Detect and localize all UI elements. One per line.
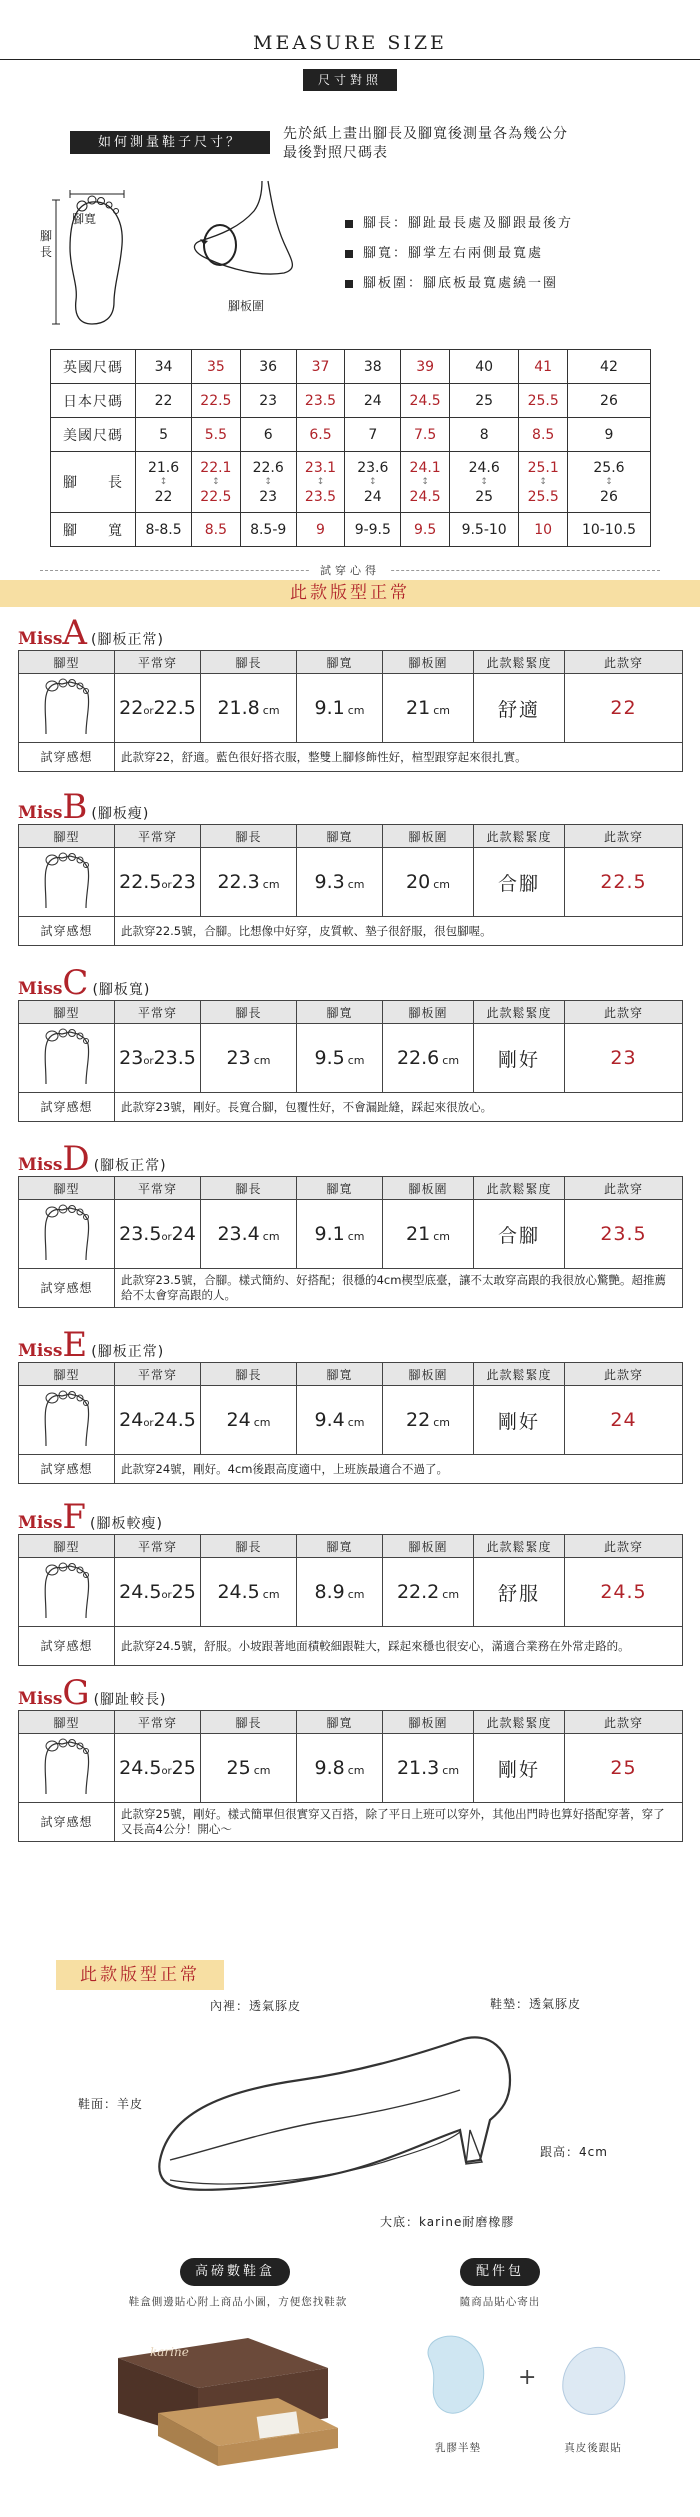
fit-cell: 剛好 [474, 1386, 565, 1455]
how-to-instruction [283, 125, 568, 163]
miss-word: Miss [18, 1155, 63, 1175]
size-cell: 9 [296, 513, 345, 547]
tester-header-cell: 腳型 [19, 1177, 115, 1200]
range-arrow-icon: ↕ [539, 476, 547, 487]
foot-length-cell: 24 cm [201, 1386, 297, 1455]
size-cell: 34 [136, 350, 192, 384]
size-cell: 40 [449, 350, 519, 384]
chosen-size-cell: 23 [565, 1024, 683, 1093]
foot-length-cell: 21.8 cm [201, 674, 297, 743]
length-max: 22.5 [200, 488, 232, 505]
foot-shape-cell [19, 1386, 115, 1455]
tester-table [18, 1362, 683, 1484]
usual-size-cell: 22.5or23 [115, 848, 201, 917]
tester-table [18, 1000, 683, 1122]
plus-sign: + [518, 2365, 537, 2390]
length-max: 25.5 [527, 488, 559, 505]
size-cell: 10 [519, 513, 568, 547]
fit-cell: 舒服 [474, 1558, 565, 1627]
range-arrow-icon: ↕ [212, 476, 220, 487]
tester-header-cell: 此款鬆緊度 [474, 1535, 565, 1558]
size-cell: 22 [136, 384, 192, 418]
tester-header-cell: 腳寬 [297, 651, 383, 674]
tester-heading [18, 613, 683, 653]
size-cell: 25.5 [519, 384, 568, 418]
length-min: 24.6 [468, 459, 500, 476]
size-cell: 35 [192, 350, 241, 384]
tester-header-cell: 腳長 [201, 1177, 297, 1200]
comment-label: 試穿感想 [19, 1269, 115, 1308]
tester-header-cell: 平常穿 [115, 1001, 201, 1024]
size-cell: 9.5 [401, 513, 450, 547]
size-cell: 7.5 [401, 418, 450, 452]
tester-foot-type: (腳板正常) [91, 1344, 165, 1360]
tester-header-cell: 平常穿 [115, 1363, 201, 1386]
foot-girth-icon [180, 175, 310, 285]
size-row [51, 350, 651, 384]
size-cell [345, 452, 401, 513]
tester-header-cell: 此款穿 [565, 651, 683, 674]
tester-header-cell: 腳型 [19, 1535, 115, 1558]
subtitle-badge: 尺寸對照 [303, 69, 397, 91]
tester-heading [18, 1673, 683, 1713]
usual-size-cell: 24.5or25 [115, 1558, 201, 1627]
fit-cell: 剛好 [474, 1734, 565, 1803]
foot-outline-icon [32, 676, 102, 736]
foot-width-cell: 9.1 cm [297, 1200, 383, 1269]
fit-cell: 剛好 [474, 1024, 565, 1093]
foot-girth-cell: 21.3 cm [383, 1734, 474, 1803]
size-row-label: 腳 寬 [51, 513, 136, 547]
tester-header-cell: 此款鬆緊度 [474, 1177, 565, 1200]
size-row-label: 腳 長 [51, 452, 136, 513]
foot-width-cell: 9.8 cm [297, 1734, 383, 1803]
sole-callout: 大底：karine耐磨橡膠 [380, 2215, 515, 2229]
chosen-size-cell: 22 [565, 674, 683, 743]
tester-header-cell: 平常穿 [115, 1711, 201, 1734]
tester-heading [18, 787, 683, 827]
tester-header-cell: 平常穿 [115, 651, 201, 674]
length-max: 25 [475, 488, 494, 505]
usual-size-cell: 23.5or24 [115, 1200, 201, 1269]
tester-comment: 此款穿22，舒適。藍色很好搭衣服，整雙上腳修飾性好，楦型跟穿起來很扎實。 [115, 743, 683, 772]
miss-word: Miss [18, 1689, 63, 1709]
length-max: 24 [363, 488, 382, 505]
size-cell: 8 [449, 418, 519, 452]
tester-letter: C [62, 963, 89, 1003]
usual-size-cell: 22or22.5 [115, 674, 201, 743]
fit-cell: 舒適 [474, 674, 565, 743]
length-min: 25.6 [593, 459, 625, 476]
heel-grip-label: 真皮後跟貼 [564, 2442, 622, 2454]
size-cell: 41 [519, 350, 568, 384]
foot-width-cell: 9.5 cm [297, 1024, 383, 1093]
tester-foot-type: (腳趾較長) [93, 1692, 167, 1708]
size-cell [401, 452, 450, 513]
length-max: 23.5 [304, 488, 337, 505]
trial-divider: 試穿心得 [0, 562, 700, 578]
length-min: 24.1 [409, 459, 441, 476]
tester-header-cell: 此款穿 [565, 1177, 683, 1200]
tester-header-cell: 腳板圍 [383, 1711, 474, 1734]
foot-shape-cell [19, 1024, 115, 1093]
range-arrow-icon: ↕ [421, 476, 429, 487]
foot-shape-cell [19, 1734, 115, 1803]
tester-header-cell: 腳長 [201, 825, 297, 848]
tester-comment: 此款穿22.5號，合腳。比想像中好穿，皮質軟、墊子很舒服，很包腳喔。 [115, 917, 683, 946]
tester-header-cell: 此款鬆緊度 [474, 1001, 565, 1024]
instruction-line-2: 最後對照尺碼表 [283, 145, 388, 161]
foot-side-illustration [180, 175, 310, 285]
size-cell: 6.5 [296, 418, 345, 452]
tester-header-cell: 腳板圍 [383, 1001, 474, 1024]
tester-header-cell: 腳寬 [297, 1177, 383, 1200]
foot-outline-icon [32, 1202, 102, 1262]
legend-item-width: 腳寬：腳掌左右兩側最寬處 [345, 242, 573, 272]
size-cell: 10-10.5 [567, 513, 650, 547]
size-cell [240, 452, 296, 513]
foot-width-label: 腳寬 [72, 212, 97, 226]
tester-table [18, 824, 683, 946]
instruction-line-1: 先於紙上畫出腳長及腳寬後測量各為幾公分 [283, 126, 568, 142]
tester-table [18, 1710, 683, 1842]
tester-letter: D [62, 1139, 90, 1179]
comment-label: 試穿感想 [19, 1093, 115, 1122]
tester-header-cell: 腳長 [201, 1363, 297, 1386]
tester-header-cell: 腳長 [201, 651, 297, 674]
size-row-label: 英國尺碼 [51, 350, 136, 384]
foot-girth-cell: 22 cm [383, 1386, 474, 1455]
tester-comment: 此款穿24號，剛好。4cm後跟高度適中，上班族最適合不過了。 [115, 1455, 683, 1484]
foot-outline-icon [32, 1560, 102, 1620]
tester-header-cell: 腳型 [19, 825, 115, 848]
range-arrow-icon: ↕ [605, 476, 613, 487]
tester-header-cell: 腳型 [19, 651, 115, 674]
usual-size-cell: 23or23.5 [115, 1024, 201, 1093]
size-cell: 42 [567, 350, 650, 384]
length-min: 25.1 [527, 459, 559, 476]
tester-header-cell: 此款穿 [565, 825, 683, 848]
size-row [51, 384, 651, 418]
page-title: MEASURE SIZE [253, 32, 447, 54]
size-cell: 8-8.5 [136, 513, 192, 547]
how-to-question: 如何測量鞋子尺寸？ [70, 131, 270, 154]
size-row-label: 美國尺碼 [51, 418, 136, 452]
chosen-size-cell: 23.5 [565, 1200, 683, 1269]
tester-header-cell: 腳長 [201, 1535, 297, 1558]
accessory-title: 配件包 [460, 2258, 540, 2286]
tester-letter: G [62, 1673, 90, 1713]
miss-word: Miss [18, 803, 63, 823]
tester-header-cell: 此款鬆緊度 [474, 1363, 565, 1386]
size-cell: 6 [240, 418, 296, 452]
length-max: 26 [600, 488, 618, 505]
tester-foot-type: (腳板寬) [92, 982, 151, 998]
box-title: 高磅數鞋盒 [180, 2258, 290, 2286]
length-min: 22.1 [200, 459, 232, 476]
tester-header-cell: 此款穿 [565, 1001, 683, 1024]
shoe-box-image [98, 2318, 348, 2468]
comment-label: 試穿感想 [19, 743, 115, 772]
size-cell: 8.5-9 [240, 513, 296, 547]
length-min: 22.6 [252, 459, 284, 476]
size-cell: 37 [296, 350, 345, 384]
size-row [51, 513, 651, 547]
tester-header-cell: 腳寬 [297, 1535, 383, 1558]
size-row [51, 452, 651, 513]
tester-header-cell: 腳板圍 [383, 1363, 474, 1386]
tester-table [18, 1534, 683, 1666]
tester-header-cell: 腳板圍 [383, 825, 474, 848]
foot-girth-cell: 21 cm [383, 674, 474, 743]
upper-callout: 鞋面：羊皮 [78, 2097, 144, 2111]
size-cell: 26 [567, 384, 650, 418]
heel-grip-image [548, 2330, 638, 2430]
insole-callout: 鞋墊：透氣豚皮 [490, 1997, 582, 2011]
size-cell: 22.5 [192, 384, 241, 418]
foot-length-cell: 22.3 cm [201, 848, 297, 917]
tester-foot-type: (腳板瘦) [91, 806, 150, 822]
size-cell: 24.5 [401, 384, 450, 418]
foot-width-cell: 8.9 cm [297, 1558, 383, 1627]
tester-block [18, 1497, 683, 1666]
size-cell [449, 452, 519, 513]
chosen-size-cell: 22.5 [565, 848, 683, 917]
foot-width-cell: 9.3 cm [297, 848, 383, 917]
size-cell [567, 452, 650, 513]
foot-girth-cell: 22.2 cm [383, 1558, 474, 1627]
size-cell: 5.5 [192, 418, 241, 452]
tester-letter: A [62, 613, 87, 653]
tester-header-cell: 腳型 [19, 1711, 115, 1734]
size-cell: 25 [449, 384, 519, 418]
legend-item-girth: 腳板圍：腳底板最寬處繞一圈 [345, 272, 573, 302]
tester-heading [18, 963, 683, 1003]
size-cell [136, 452, 192, 513]
foot-outline-icon [32, 1736, 102, 1796]
tester-header-cell: 此款穿 [565, 1535, 683, 1558]
shoe-box-icon [98, 2318, 348, 2468]
lining-callout: 內裡：透氣豚皮 [210, 1999, 302, 2013]
tester-header-cell: 腳寬 [297, 1001, 383, 1024]
tester-header-cell: 此款穿 [565, 1711, 683, 1734]
usual-size-cell: 24or24.5 [115, 1386, 201, 1455]
range-arrow-icon: ↕ [480, 476, 488, 487]
heel-grip-icon [548, 2330, 638, 2430]
tester-block [18, 963, 683, 1122]
tester-block [18, 1673, 683, 1842]
tester-header-cell: 腳型 [19, 1001, 115, 1024]
title-rule [0, 59, 700, 60]
usual-size-cell: 24.5or25 [115, 1734, 201, 1803]
tester-foot-type: (腳板正常) [93, 1158, 167, 1174]
tester-letter: F [62, 1497, 87, 1537]
foot-girth-cell: 22.6 cm [383, 1024, 474, 1093]
tester-header-cell: 腳寬 [297, 1711, 383, 1734]
fit-cell: 合腳 [474, 1200, 565, 1269]
miss-word: Miss [18, 629, 63, 649]
tester-header-cell: 此款鬆緊度 [474, 1711, 565, 1734]
foot-shape-cell [19, 1558, 115, 1627]
size-cell: 36 [240, 350, 296, 384]
fit-cell: 合腳 [474, 848, 565, 917]
tester-comment: 此款穿25號，剛好。樣式簡單但很實穿又百搭，除了平日上班可以穿外，其他出門時也算好搭配穿著，穿了又長高4公分！開心～ [115, 1803, 683, 1842]
shoe-fit-banner: 此款版型正常 [56, 1960, 224, 1990]
length-max: 23 [259, 488, 278, 505]
size-cell: 7 [345, 418, 401, 452]
foot-length-cell: 25 cm [201, 1734, 297, 1803]
size-cell: 38 [345, 350, 401, 384]
tester-header-cell: 平常穿 [115, 1535, 201, 1558]
miss-word: Miss [18, 1341, 63, 1361]
foot-outline-icon [32, 1026, 102, 1086]
latex-pad-icon [410, 2330, 500, 2430]
range-arrow-icon: ↕ [264, 476, 272, 487]
comment-label: 試穿感想 [19, 1627, 115, 1666]
size-cell [296, 452, 345, 513]
box-brand: karine [150, 2345, 189, 2359]
size-cell [192, 452, 241, 513]
tester-header-cell: 平常穿 [115, 825, 201, 848]
measure-legend [345, 212, 573, 302]
range-arrow-icon: ↕ [159, 476, 168, 487]
foot-length-cell: 23 cm [201, 1024, 297, 1093]
tester-header-cell: 腳板圍 [383, 651, 474, 674]
comment-label: 試穿感想 [19, 917, 115, 946]
tester-heading [18, 1139, 683, 1179]
size-cell: 9-9.5 [345, 513, 401, 547]
length-min: 23.6 [357, 459, 389, 476]
legend-item-length: 腳長：腳趾最長處及腳跟最後方 [345, 212, 573, 242]
foot-outline-icon [32, 850, 102, 910]
tester-block [18, 613, 683, 772]
foot-length-cell: 24.5 cm [201, 1558, 297, 1627]
miss-word: Miss [18, 979, 63, 999]
tester-header-cell: 此款穿 [565, 1363, 683, 1386]
tester-header-cell: 腳長 [201, 1001, 297, 1024]
tester-table [18, 1176, 683, 1308]
comment-label: 試穿感想 [19, 1455, 115, 1484]
tester-header-cell: 腳長 [201, 1711, 297, 1734]
foot-outline-icon [32, 1388, 102, 1448]
tester-table [18, 650, 683, 772]
size-cell: 5 [136, 418, 192, 452]
size-chart-table [50, 349, 651, 547]
tester-header-cell: 腳板圍 [383, 1177, 474, 1200]
tester-block [18, 1325, 683, 1484]
foot-girth-cell: 20 cm [383, 848, 474, 917]
tester-heading [18, 1325, 683, 1365]
foot-width-cell: 9.4 cm [297, 1386, 383, 1455]
latex-pad-image [410, 2330, 500, 2430]
size-cell: 23 [240, 384, 296, 418]
foot-shape-cell [19, 674, 115, 743]
chosen-size-cell: 24.5 [565, 1558, 683, 1627]
size-cell: 8.5 [519, 418, 568, 452]
foot-length-label: 腳長 [40, 229, 53, 259]
tester-header-cell: 腳寬 [297, 1363, 383, 1386]
fit-banner: 此款版型正常 [0, 580, 700, 607]
tester-comment: 此款穿23.5號，合腳。樣式簡約、好搭配；很穩的4cm楔型底臺，讓不太敢穿高跟的我很放心驚艷。超推薦給不太會穿高跟的人。 [115, 1269, 683, 1308]
tester-header-cell: 腳寬 [297, 825, 383, 848]
heel-callout: 跟高：4cm [540, 2145, 608, 2159]
shoe-illustration [130, 1990, 530, 2240]
tester-letter: B [62, 787, 88, 827]
tester-header-cell: 此款鬆緊度 [474, 651, 565, 674]
size-cell: 9 [567, 418, 650, 452]
size-row [51, 418, 651, 452]
comment-label: 試穿感想 [19, 1803, 115, 1842]
foot-shape-cell [19, 848, 115, 917]
foot-shape-cell [19, 1200, 115, 1269]
chosen-size-cell: 24 [565, 1386, 683, 1455]
accessory-note: 隨商品貼心寄出 [459, 2296, 541, 2308]
tester-header-cell: 腳型 [19, 1363, 115, 1386]
tester-comment: 此款穿24.5號，舒服。小坡跟著地面積較細跟鞋大，踩起來穩也很安心，滿適合業務在外常走路的。 [115, 1627, 683, 1666]
tester-foot-type: (腳板較瘦) [90, 1516, 163, 1532]
tester-letter: E [62, 1325, 88, 1365]
size-cell [519, 452, 568, 513]
size-cell: 9.5-10 [449, 513, 519, 547]
tester-header-cell: 平常穿 [115, 1177, 201, 1200]
chosen-size-cell: 25 [565, 1734, 683, 1803]
tester-comment: 此款穿23號，剛好。長寬合腳，包覆性好，不會漏趾縫，踩起來很放心。 [115, 1093, 683, 1122]
box-note: 鞋盒側邊貼心附上商品小圖，方便您找鞋款 [128, 2296, 348, 2308]
foot-girth-cell: 21 cm [383, 1200, 474, 1269]
miss-word: Miss [18, 1513, 63, 1533]
latex-pad-label: 乳膠半墊 [435, 2442, 481, 2454]
range-arrow-icon: ↕ [369, 476, 377, 487]
length-min: 21.6 [147, 459, 180, 476]
tester-foot-type: (腳板正常) [90, 632, 164, 648]
tester-block [18, 1139, 683, 1308]
size-cell: 39 [401, 350, 450, 384]
size-cell: 23.5 [296, 384, 345, 418]
size-cell: 8.5 [192, 513, 241, 547]
foot-girth-label: 腳板圍 [228, 299, 265, 313]
tester-header-cell: 此款鬆緊度 [474, 825, 565, 848]
size-row-label: 日本尺碼 [51, 384, 136, 418]
size-cell: 24 [345, 384, 401, 418]
foot-length-cell: 23.4 cm [201, 1200, 297, 1269]
tester-block [18, 787, 683, 946]
length-min: 23.1 [304, 459, 337, 476]
length-max: 22 [154, 488, 173, 505]
tester-header-cell: 腳板圍 [383, 1535, 474, 1558]
range-arrow-icon: ↕ [316, 476, 325, 487]
length-max: 24.5 [409, 488, 441, 505]
shoe-icon [130, 1990, 530, 2240]
foot-width-cell: 9.1 cm [297, 674, 383, 743]
tester-heading [18, 1497, 683, 1537]
